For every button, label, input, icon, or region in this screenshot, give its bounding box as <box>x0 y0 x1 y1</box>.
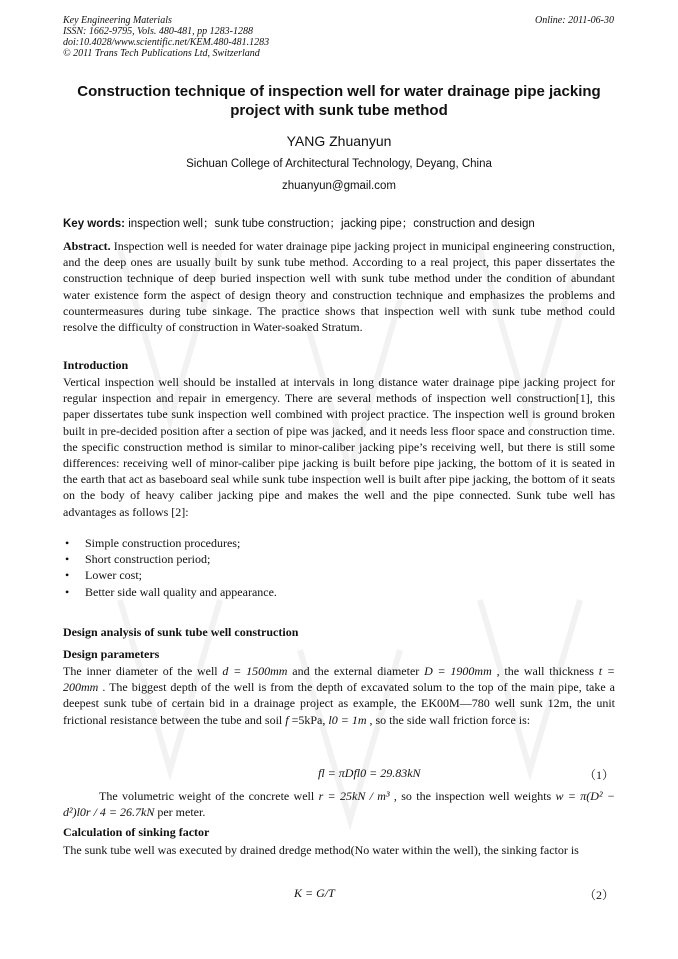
list-item: • Lower cost; <box>63 567 277 583</box>
well-weight: w = π(D² − d²)l0r / 4 = 26.7kN <box>63 789 615 820</box>
design-analysis-heading: Design analysis of sunk tube well construction <box>63 625 299 639</box>
l0-value: l0 = 1m <box>328 712 367 727</box>
equation-2: K = G/T <box>294 886 335 900</box>
wall-thickness: t = 200mm <box>63 664 615 695</box>
keywords-text: inspection well；sunk tube construction；jacking pipe；construction and design <box>125 218 535 230</box>
doi: doi:10.4028/www.scientific.net/KEM.480-481.1283 <box>63 37 270 48</box>
journal-name: Key Engineering Materials <box>63 15 172 26</box>
text-run: , so the inspection well weights <box>389 789 556 803</box>
concrete-weight-text <box>63 788 615 820</box>
issn: ISSN: 1662-9795, Vols. 480-481, pp 1283-1288 <box>63 26 253 37</box>
equation-1: fl = πDfl0 = 29.83kN <box>318 766 421 780</box>
keywords <box>63 215 535 231</box>
external-diameter: D = 1900mm <box>424 664 492 678</box>
affiliation: Sichuan College of Architectural Technology, Deyang, China <box>186 158 492 170</box>
inner-diameter: d = 1500mm <box>222 664 288 678</box>
text-run: and the external diameter <box>287 664 425 678</box>
online-date: Online: 2011-06-30 <box>535 15 614 26</box>
copyright: © 2011 Trans Tech Publications Ltd, Switzerland <box>63 48 260 59</box>
list-item: • Simple construction procedures; <box>63 535 277 551</box>
design-parameters-text <box>63 663 615 728</box>
paper-title: Construction technique of inspection well for water drainage pipe jacking project with sunk tube method <box>77 83 601 119</box>
equation-2-number: （2） <box>583 888 614 902</box>
author: YANG Zhuanyun <box>286 133 392 149</box>
list-item: • Better side wall quality and appearance. <box>63 584 277 600</box>
advantages-list <box>63 535 277 600</box>
friction-symbol: f <box>285 712 289 727</box>
abstract <box>63 238 615 335</box>
keywords-label: Key words: <box>63 218 125 230</box>
abstract-text: Inspection well is needed for water drainage pipe jacking project in municipal engineering construction, and the deep ones are usually built by sunk tube method. According to a real project, this paper dissertates the construction technique of deep buried inspection well with sunk tube method under the condition of abundant water existence form the aspect of design theory and construction technique and emphasizes the problems and countermeasures during tube sinkage. The practice shows that inspection well with sunk tube method could resolve the difficulty of construction in Water-soaked Stratum. <box>63 239 615 335</box>
volumetric-weight: r = 25kN / m³ <box>318 789 390 803</box>
text-run: per meter. <box>154 805 206 820</box>
abstract-label: Abstract. <box>63 239 111 253</box>
text-run: =5kPa, <box>288 712 329 727</box>
design-parameters-heading: Design parameters <box>63 647 160 661</box>
text-run: , the wall thickness <box>491 664 599 678</box>
email: zhuanyun@gmail.com <box>282 180 396 192</box>
text-run: The inner diameter of the well <box>63 664 223 678</box>
introduction-heading: Introduction <box>63 358 129 372</box>
sinking-factor-text: The sunk tube well was executed by drained dredge method(No water within the well), the sinking factor is <box>63 843 579 857</box>
equation-1-number: （1） <box>583 768 614 782</box>
journal-info <box>63 15 269 59</box>
text-run: . The biggest depth of the well is from the depth of excavated solum to the top of the main pipe, take a deepest sunk tube of certain bid in a drainage project as example, the EK00M—780 well sunk 12m, the unit frictional resistance between the tube and soil <box>63 680 615 727</box>
text-run: , so the side wall friction force is: <box>366 712 531 727</box>
list-item: • Short construction period; <box>63 551 277 567</box>
sinking-factor-heading: Calculation of sinking factor <box>63 825 210 839</box>
text-run: The volumetric weight of the concrete well <box>99 789 319 803</box>
introduction-text: Vertical inspection well should be installed at intervals in long distance water drainage pipe jacking project for regular inspection and repair in emergency. There are several methods of inspection well construction[1], this paper dissertates tube sunk inspection well combined with project practice. The inspection well is ground broken built in pre-decided position after a section of pipe was jacked, and it needs less floor space and construction time. the specific construction method is similar to minor-caliber jacking pipe’s receiving well, but there is still some differences: receiving well of minor-caliber pipe jacking is built before pipe jacking, the bottom of it is seated in the earth that act as baseboard seal while sunk tube inspection well is built after pipe jacking, the bottom of it seats on the body of heavy caliber jacking pipe and makes the well and the pipe connected. Sunk tube well has advantages as follows [2]: <box>63 375 615 519</box>
